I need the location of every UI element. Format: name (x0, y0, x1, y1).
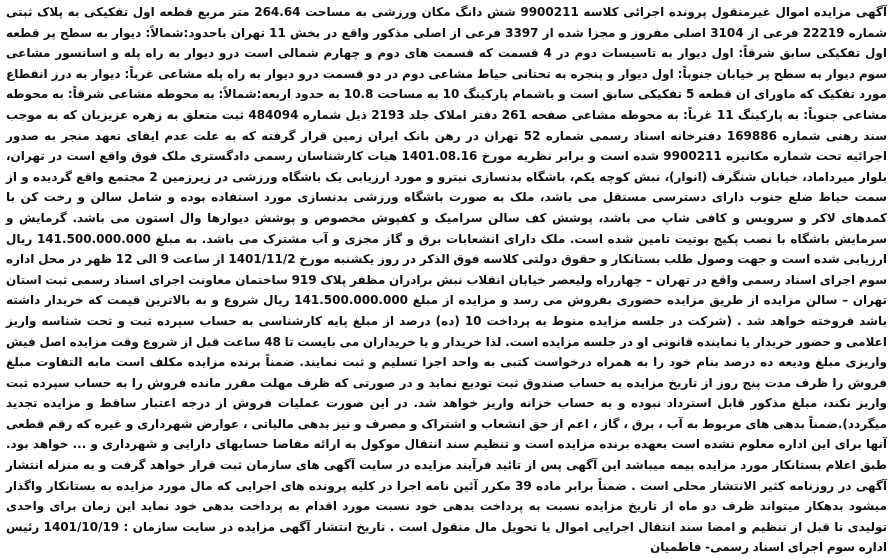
notice-body-text: آگهی مزایده اموال غیرمنقول پرونده اجرائی کلاسه 9900211 شش دانگ مکان ورزشی به مساحت 264.64 متر مربع قطعه اول تفکیکی به پلاک ثبتی شماره 22219 فرعی از 3104 اصلی مفروز و مجزا شده از 3397 فرعی از اصلی مذکور واقع در بخش 11 تهران باحدود:شمالاً: دیوار به سطح پر قطعه اول تفکیکی سابق شرقاً: اول دیوار به تاسیسات دوم در 4 قسمت که قسمت های دوم و چهارم شمالی است درو دیوار به راه پله و اسانسور مشاعی سوم دیوار به سطح پر خیابان جنوباً: اول دیوار و پنجره به تحتانی حیاط مشاعی دوم در دو قسمت درو دیوار به راه پله مشاعی غرباً: دیوار به درز انقطاع مورد تفکیک که ماورای ان قطعه 5 تفکیکی سابق است و باشمام پارکینگ 10 به مساحت 10.8 به حدود اربعه:شمالاً: به محوطه مشاعی شرقاً: به محوطه مشاعی جنوباً: به پارکینگ 11 غرباً: به محوطه مشاعی صفحه 261 دفتر املاک جلد 2193 ذیل شماره 484094 ثبت متعلق به زهره عزیزیان که به موجب سند رهنی شماره 169886 دفترخانه اسناد رسمی شماره 52 تهران در رهن بانک ایران زمین قرار گرفته که به علت عدم ایفای تعهد منجر به صدور اجرائیه تحت شماره مکانیزه 9900211 شده است و برابر نظریه مورخ 1401.08.16 هیات کارشناسان رسمی دادگستری ملک فوق واقع است در تهران، بلوار میرداماد، خیابان شنگرف (انوار)، نبش کوچه یکم، باشگاه بدنسازی نیترو و مورد ارزیابی یک باشگاه ورزشی در زیرزمین 2 مجتمع واقع گردیده و از سمت حیاط ضلع جنوب دارای دسترسی مستقل می باشد، ملک به صورت باشگاه ورزشی بدنسازی مورد استفاده بوده و شامل سالن و رخت کن با کمدهای لاکر و سرویس و کافی شاپ می باشد، پوشش کف سالن سرامیک و کفپوش مخصوص و پوشش دیوارها وال استون می باشد. گرمایش و سرمایش باشگاه با نصب پکیج بوتیت تامین شده است. ملک دارای انشعابات برق و گاز مجزی و آب مشترک می باشد. به مبلغ 141.500.000.000 ریال ارزیابی شده است و جهت وصول طلب بستانکار و حقوق دولتی کلاسه فوق الذکر در روز یکشنبه مورخ 1401/11/2 از ساعت 9 الی 12 ظهر در محل اداره سوم اجرای اسناد رسمی واقع در تهران – چهارراه ولیعصر خیابان انقلاب نبش برادران مظفر پلاک 919 ساختمان معاونت اجرای اسناد رسمی ثبت استان تهران – سالن مزایده از طریق مزایده حضوری بفروش می رسد و مزایده از مبلغ 141.500.000.000 ریال شروع و به بالاترین قیمت که خریدار داشته باشد فروخته خواهد شد . (شرکت در جلسه مزایده منوط به پرداخت 10 (ده) درصد از مبلغ پایه کارشناسی به حساب سپرده ثبت و تحت شناسه واریز اعلامی و حضور خریدار یا نماینده قانونی او در جلسه مزایده است. لذا خریدار و یا خریداران می بایست تا 48 ساعت قبل از شروع وقت مزایده اصل فیش واریزی مبلغ ودیعه ده درصد بنام خود را به همراه درخواست کتبی به واحد اجرا تسلیم و ثبت نمایند. ضمناً برنده مزایده مکلف است مابه التفاوت مبلغ فروش را ظرف مدت پنج روز از تاریخ مزایده به حساب صندوق ثبت تودیع نماید و در صورتی که ظرف مهلت مقرر مانده فروش را به حساب سپرده ثبت واریز نکند، مبلغ مذکور قابل استرداد نبوده و به حساب خزانه واریز خواهد شد. در این صورت عملیات فروش از درجه اعتبار ساقط و مزایده تجدید میگردد).ضمناً بدهی های مربوط به آب ، برق ، گاز ، اعم از حق انشعاب و اشتراک و مصرف و نیز بدهی مالیاتی ، عوارض شهرداری و غیره که رقم قطعی آنها برای این اداره معلوم نشده است بعهده برنده مزایده است و تنظیم سند انتقال موکول به ارائه مفاصا حسابهای دارایی و شهرداری و ... خواهد بود. طبق اعلام بستانکار مورد مزایده بیمه میباشد این آگهی پس از تائید فرآیند مزایده در سایت آگهی های سازمان ثبت قرار خواهد گرفت و به منزله انتشار آگهی در روزنامه کثیر الانتشار محلی است . ضمناً برابر ماده 39 مکرر آئین نامه اجرا در کلیه پرونده های اجرایی که مال مورد مزایده به بستانکار واگذار میشود بدهکار میتواند ظرف دو ماه از تاریخ مزایده نسبت به پرداخت بدهی خود نسبت مورد اقدام به پرداخت بدهی خود نماید این زمان برای واحدی تولیدی تا قبل از تنظیم و امضا سند انتقال اجرایی اموال یا تحویل مال منقول است . تاریخ انتشار آگهی مزایده در سایت سازمان : 1401/10/19 رئیس اداره سوم اجرای اسناد رسمی- فاطمیان (6, 5, 888, 555)
